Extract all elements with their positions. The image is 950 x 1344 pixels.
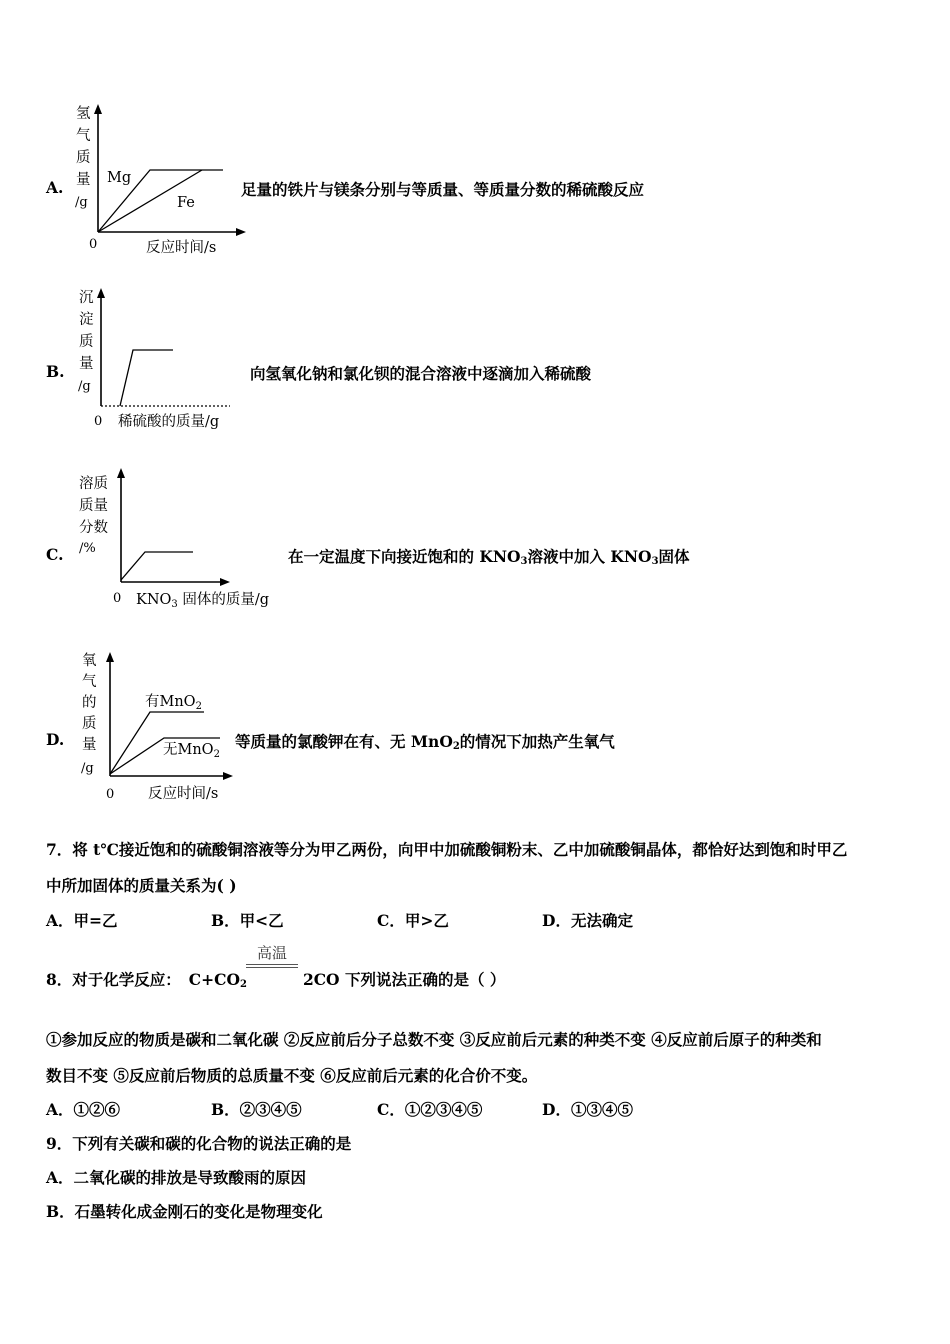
- graph-c-origin: 0: [113, 591, 122, 606]
- q7-stem-line2: 中所加固体的质量关系为( ): [46, 876, 237, 895]
- q8-equation-line-top: [246, 964, 298, 965]
- graph-d-x-arrow: [223, 772, 233, 780]
- q9-stem: 9．下列有关碳和碳的化合物的说法正确的是: [46, 1134, 352, 1153]
- q8-option-a[interactable]: A．①②⑥: [46, 1100, 121, 1119]
- graph-d-ylabel-1: 氧: [82, 653, 97, 669]
- graph-c-ylabel-3: 分数: [79, 520, 108, 536]
- option-d-description: 等质量的氯酸钾在有、无 MnO$_2$的情况下加热产生氧气: [235, 732, 615, 752]
- q9-option-a[interactable]: A．二氧化碳的排放是导致酸雨的原因: [46, 1168, 307, 1187]
- graph-a-ylabel-3: 质: [76, 150, 91, 166]
- graph-d-ylabel-5: 量: [82, 737, 97, 753]
- graph-c-x-arrow: [220, 578, 230, 586]
- graph-a-ylabel-1: 氢: [76, 106, 91, 122]
- q8-option-d[interactable]: D．①③④⑤: [542, 1100, 633, 1119]
- graph-d-ylabel-3: 的: [82, 695, 97, 711]
- q8-option-c[interactable]: C．①②③④⑤: [377, 1100, 483, 1119]
- q8-equation-line-bottom: [246, 967, 298, 968]
- graph-c-curve: [121, 552, 193, 580]
- q7-option-d[interactable]: D．无法确定: [542, 911, 633, 930]
- graph-b-ylabel-3: 质: [79, 334, 94, 350]
- graph-b-curve: [120, 350, 173, 406]
- graph-d-label-with: 有MnO$_2$: [145, 694, 202, 712]
- graph-c-ylabel-1: 溶质: [79, 476, 108, 492]
- graph-a-y-arrow: [94, 104, 102, 114]
- graph-c-ylabel-2: 质量: [79, 498, 108, 514]
- graph-a-label-fe: Fe: [177, 195, 195, 211]
- option-b-description: 向氢氧化钠和氯化钡的混合溶液中逐滴加入稀硫酸: [250, 364, 592, 383]
- option-c-description: 在一定温度下向接近饱和的 $KNO_3$溶液中加入 $KNO_3$固体: [288, 547, 690, 567]
- q8-statements-line2: 数目不变 ⑤反应前后物质的总质量不变 ⑥反应前后元素的化合价不变。: [46, 1066, 538, 1085]
- graph-a-ylabel-2: 气: [76, 128, 91, 144]
- q8-reactants: $C+CO_2$: [188, 970, 247, 990]
- graph-b-xlabel: 稀硫酸的质量/g: [118, 414, 220, 430]
- graph-c-y-arrow: [117, 468, 125, 478]
- graph-b-y-arrow: [97, 288, 105, 298]
- graph-c-xlabel: $KNO_3$ 固体的质量/g: [136, 592, 270, 610]
- option-c-letter: C.: [46, 545, 64, 564]
- graph-b-origin: 0: [94, 414, 103, 429]
- q8-statements-line1: ①参加反应的物质是碳和二氧化碳 ②反应前后分子总数不变 ③反应前后元素的种类不变 ④反应前后原子的种类和: [46, 1030, 822, 1049]
- q8-stem: [46, 968, 505, 990]
- graph-d: [70, 648, 270, 808]
- option-b-letter: B.: [46, 362, 65, 381]
- option-d-letter: D.: [46, 730, 65, 749]
- q7-option-b[interactable]: B．甲<乙: [211, 911, 284, 930]
- q7-option-c[interactable]: C．甲>乙: [377, 911, 449, 930]
- graph-a-origin: 0: [89, 237, 98, 252]
- graph-a-ylabel-5: /g: [75, 195, 88, 210]
- graph-b-ylabel-5: /g: [78, 379, 91, 394]
- graph-b-ylabel-1: 沉: [79, 290, 94, 306]
- graph-b-ylabel-2: 淀: [79, 312, 94, 328]
- option-a-letter: A.: [46, 178, 64, 197]
- graph-a-xlabel: 反应时间/s: [146, 240, 217, 256]
- graph-d-origin: 0: [106, 787, 115, 802]
- q8-option-b[interactable]: B．②③④⑤: [211, 1100, 302, 1119]
- graph-b: [70, 284, 270, 444]
- option-a-description: 足量的铁片与镁条分别与等质量、等质量分数的稀硫酸反应: [241, 180, 645, 199]
- graph-a: [70, 100, 270, 260]
- q8-condition-label: 高温: [256, 944, 287, 962]
- graph-d-ylabel-2: 气: [82, 674, 97, 690]
- graph-d-y-arrow: [106, 652, 114, 662]
- q9-option-b[interactable]: B．石墨转化成金刚石的变化是物理变化: [46, 1202, 323, 1221]
- graph-a-ylabel-4: 量: [76, 172, 91, 188]
- graph-c: [70, 462, 310, 622]
- q7-stem-line1: 7．将 t℃接近饱和的硫酸铜溶液等分为甲乙两份，向甲中加硫酸铜粉末、乙中加硫酸铜晶体，都恰好达到饱和时甲乙: [46, 840, 848, 859]
- graph-d-label-without: 无MnO$_2$: [163, 742, 220, 760]
- q8-products: 2CO: [302, 970, 340, 989]
- graph-a-x-arrow: [236, 228, 246, 236]
- graph-a-label-mg: Mg: [107, 170, 132, 186]
- graph-b-ylabel-4: 量: [79, 356, 94, 372]
- q8-suffix: 下列说法正确的是（ ）: [339, 970, 506, 989]
- graph-d-ylabel-6: /g: [81, 761, 94, 776]
- q8-prefix: 8．对于化学反应：: [46, 970, 181, 989]
- graph-c-ylabel-4: /%: [79, 541, 96, 556]
- graph-d-xlabel: 反应时间/s: [148, 786, 219, 802]
- q7-option-a[interactable]: A．甲=乙: [46, 911, 118, 930]
- graph-d-ylabel-4: 质: [82, 716, 97, 732]
